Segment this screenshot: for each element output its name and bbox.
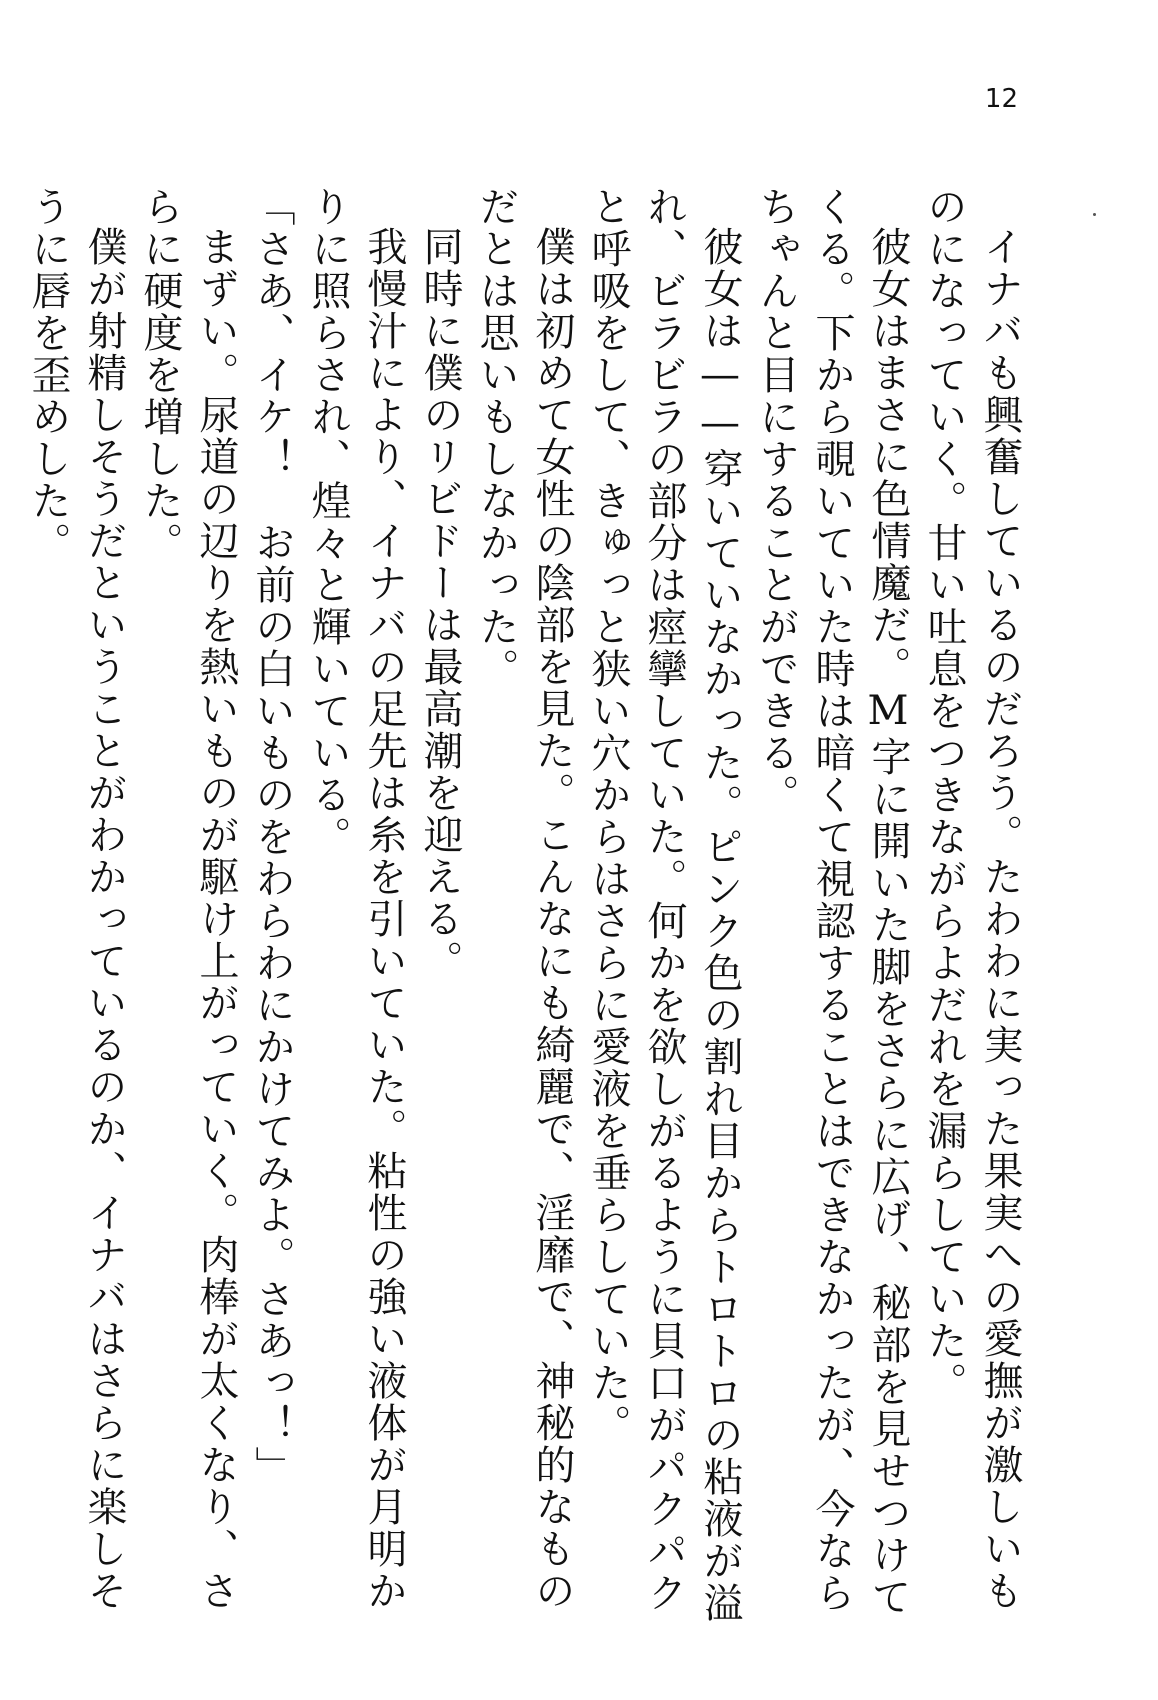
paragraph: 彼女はまさに色情魔だ。M字に開いた脚をさらに広げ、秘部を見せつけてくる。下から覗いていた時は暗くて視認することはできなかったが、今ならちゃんと目にすることができる。 (753, 186, 911, 1618)
paragraph: 僕は初めて女性の陰部を見た。こんなにも綺麗で、淫靡で、神秘的なものだとは思いもしなかった。 (473, 186, 575, 1612)
paragraph: 僕が射精しそうだということがわかっているのか、イナバはさらに楽しそうに唇を歪めした。 (25, 186, 127, 1612)
dialogue-paragraph: 「さあ、イケ！ お前の白いものをわらわにかけてみよ。さあっ！」 (249, 186, 295, 1488)
stray-mark (1093, 213, 1096, 216)
paragraph: 我慢汁により、イナバの足先は糸を引いていた。粘性の強い液体が月明かりに照らされ、煌々と輝いている。 (305, 186, 407, 1612)
paragraph: イナバも興奮しているのだろう。たわわに実った果実への愛撫が激しいものになっていく。甘い吐息をつきながらよだれを漏らしていた。 (921, 186, 1023, 1612)
paragraph: まずい。尿道の辺りを熱いものが駆け上がっていく。肉棒が太くなり、さらに硬度を増した。 (137, 186, 239, 1612)
paragraph: 同時に僕のリビドーは最高潮を迎える。 (417, 226, 463, 982)
page-number: 12 (984, 84, 1018, 114)
body-text (20, 186, 1028, 1636)
paragraph: 彼女は——穿いていなかった。ピンク色の割れ目からトロトロの粘液が溢れ、ビラビラの部分は痙攣していた。何かを欲しがるように貝口がパクパクと呼吸をして、きゅっと狭い穴からはさらに愛液を垂らしていた。 (585, 186, 743, 1624)
